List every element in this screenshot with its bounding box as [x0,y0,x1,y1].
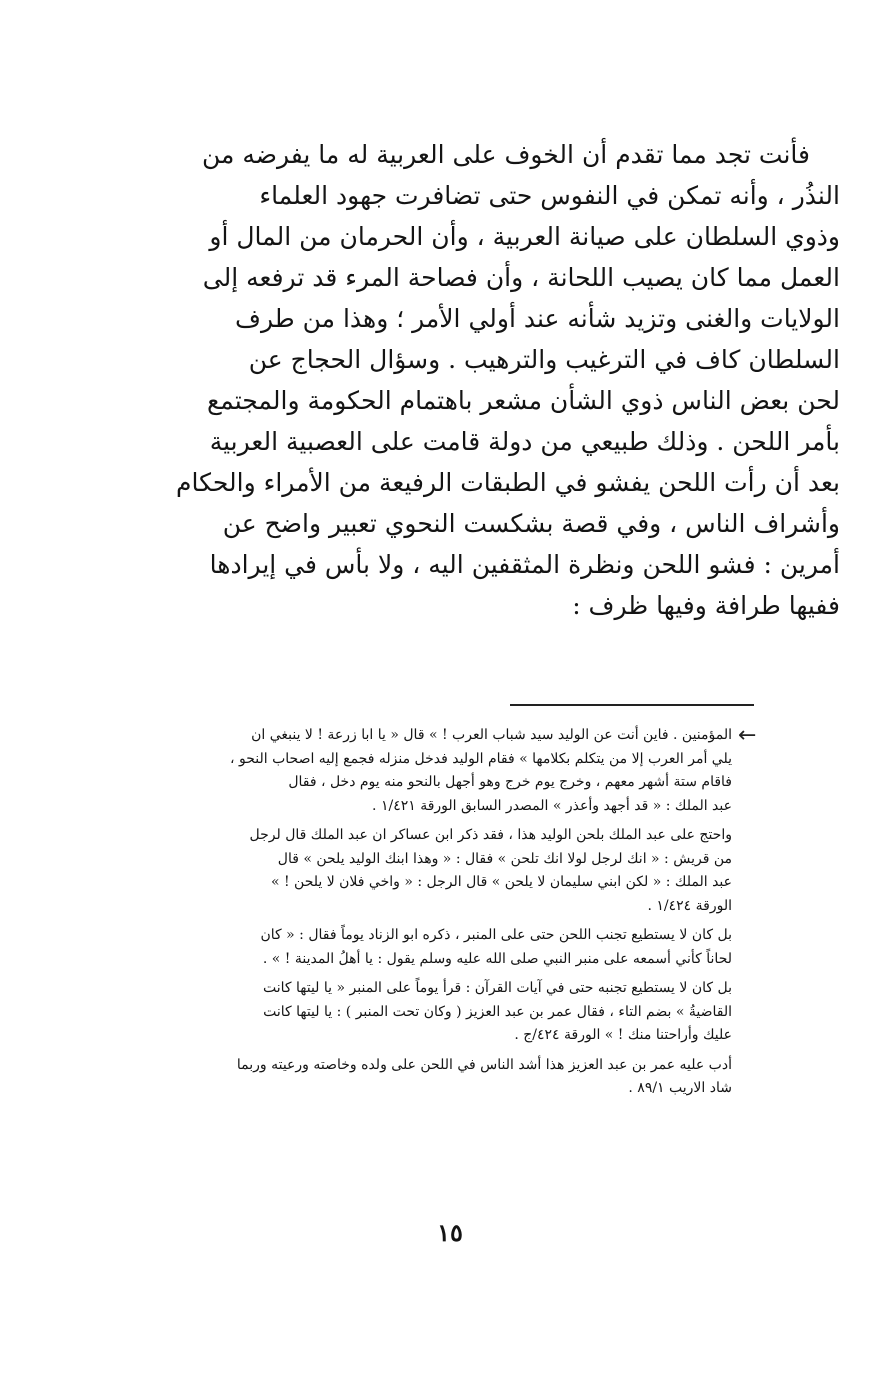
footnote-line: المؤمنين . فاين أنت عن الوليد سيد شباب العرب ! » قال « يا ابا زرعة ! لا ينبغي ان [251,727,732,743]
footnote-paragraph [112,824,732,918]
footnote-line: واحتج على عبد الملك بلحن الوليد هذا ، فقد ذكر ابن عساكر ان عبد الملك قال لرجل [249,827,732,843]
footnote-line: القاضيةُ » بضم التاء ، فقال عمر بن عبد العزيز ( وكان تحت المنبر ) : يا ليتها كانت [263,1003,732,1020]
footnote-divider [510,704,754,706]
text-line: بعد أن رأت اللحن يفشو في الطبقات الرفيعة من الأمراء والحكام [175,468,840,497]
text-line: فأنت تجد مما تقدم أن الخوف على العربية له ما يفرضه من [201,140,810,169]
footnote-line: شاد الاريب ٨٩/١ . [628,1080,732,1096]
footnote-line: من قريش : « انك لرجل لولا انك تلحن » فقال : « وهذا ابنك الوليد يلحن » قال [277,850,732,867]
footnote-line: بل كان لا يستطيع تجنب اللحن حتى على المنبر ، ذكره ابو الزناد يوماً فقال : « كان [260,927,732,943]
footnote-paragraph [112,924,732,971]
text-line: بأمر اللحن . وذلك طبيعي من دولة قامت على العصبية العربية [209,427,840,456]
main-text-block [103,134,840,626]
text-line: وذوي السلطان على صيانة العربية ، وأن الحرمان من المال أو [209,222,840,251]
footnote-line: عليك وأراحتنا منك ! » الورقة ٤٢٤/ج . [514,1027,732,1043]
text-line: وأشراف الناس ، وفي قصة بشكست النحوي تعبير واضح عن [222,509,840,538]
text-line: ففيها طرافة وفيها ظرف : [572,591,840,620]
footnote-line: عبد الملك : « قد أجهد وأعذر » المصدر السابق الورقة ١/٤٢١ . [372,797,732,814]
text-line: العمل مما كان يصيب اللحانة ، وأن فصاحة المرء قد ترفعه إلى [202,263,840,292]
footnote-line: أدب عليه عمر بن عبد العزيز هذا أشد الناس في اللحن على ولده وخاصته ورعيته وربما [236,1056,732,1073]
footnote-line: عبد الملك : « لكن ابني سليمان لا يلحن » قال الرجل : « واخي فلان لا يلحن ! » [270,874,732,890]
footnote-paragraph [112,724,732,818]
footnote-line: لحاناً كأني أسمعه على منبر النبي صلى الله عليه وسلم يقول : يا أهلُ المدينة ! » . [262,950,732,967]
text-line: السلطان كاف في الترغيب والترهيب . وسؤال الحجاج عن [248,345,840,374]
footnote-line: بل كان لا يستطيع تجنبه حتى في آيات القرآن : قرأ يوماً على المنبر « يا ليتها كانت [262,980,732,996]
text-line: لحن بعض الناس ذوي الشأن مشعر باهتمام الحكومة والمجتمع [206,386,840,415]
footnotes-block [112,724,732,1101]
footnote-line: يلي أمر العرب إلا من يتكلم بكلامها » فقام الوليد فدخل منزله فجمع إليه اصحاب النحو ، [230,750,732,767]
page-number: ١٥ [437,1218,463,1247]
footnote-line: فاقام ستة أشهر معهم ، وخرج يوم خرج وهو أجهل بالنحو منه يوم دخل ، فقال [288,774,732,790]
text-line: الولايات والغنى وتزيد شأنه عند أولي الأمر ؛ وهذا من طرف [235,304,840,333]
footnote-line: الورقة ١/٤٢٤ . [647,897,732,914]
text-line: أمرين : فشو اللحن ونظرة المثقفين اليه ، ولا بأس في إيرادها [209,550,840,579]
text-line: النذُر ، وأنه تمكن في النفوس حتى تضافرت جهود العلماء [259,181,840,210]
footnote-paragraph [112,977,732,1048]
footnote-paragraph [112,1054,732,1101]
continuation-arrow-icon: ← [738,723,757,748]
